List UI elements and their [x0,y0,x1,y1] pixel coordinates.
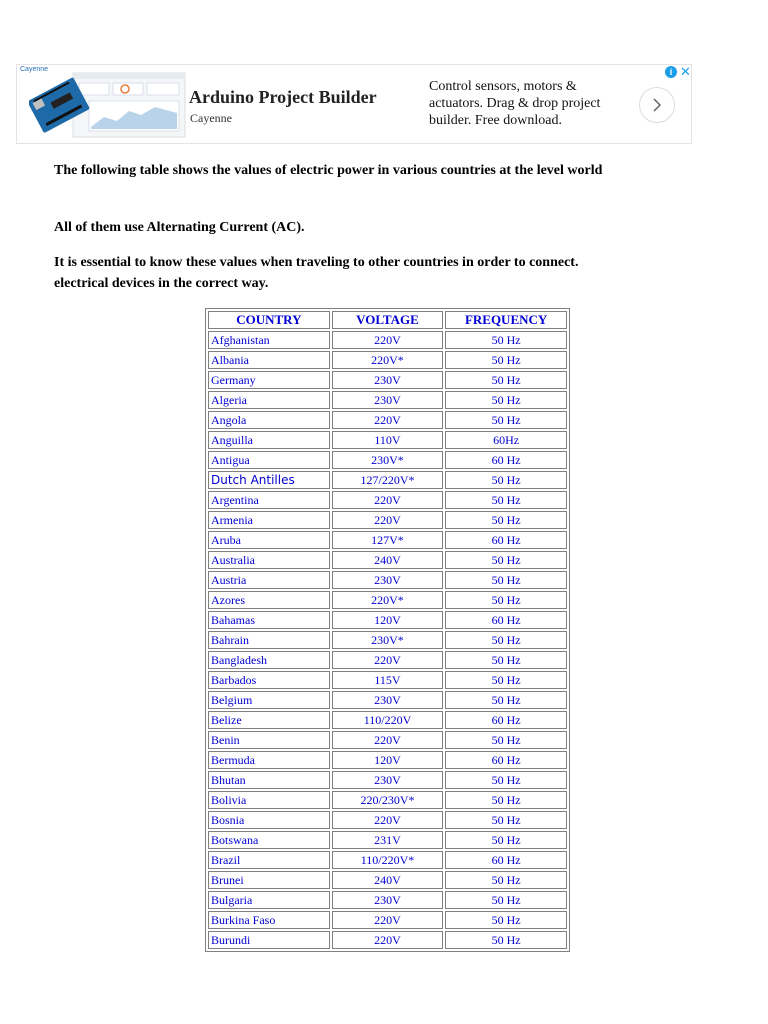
country-cell: Bermuda [208,751,330,769]
frequency-cell: 60 Hz [445,611,567,629]
frequency-cell: 50 Hz [445,671,567,689]
frequency-cell: 50 Hz [445,731,567,749]
voltage-cell: 220V [332,931,444,949]
country-cell: Brunei [208,871,330,889]
voltage-cell: 230V* [332,631,444,649]
table-row [208,491,567,509]
intro-paragraph: The following table shows the values of electric power in various countries at the level world [54,163,603,178]
voltage-cell: 220V [332,331,444,349]
table-row [208,911,567,929]
country-cell: Burkina Faso [208,911,330,929]
close-icon[interactable]: ✕ [680,64,691,79]
table-row [208,451,567,469]
country-cell: Anguilla [208,431,330,449]
country-cell: Bhutan [208,771,330,789]
frequency-cell: 60 Hz [445,711,567,729]
frequency-cell: 50 Hz [445,811,567,829]
header-voltage: VOLTAGE [332,311,444,329]
country-cell: Australia [208,551,330,569]
header-country: COUNTRY [208,311,330,329]
frequency-cell: 50 Hz [445,831,567,849]
voltage-cell: 230V [332,371,444,389]
frequency-cell: 60 Hz [445,851,567,869]
country-cell: Dutch Antilles [208,471,330,489]
ad-thumbnail-image[interactable] [29,71,187,139]
voltage-cell: 220V [332,911,444,929]
country-cell: Barbados [208,671,330,689]
table-row [208,631,567,649]
voltage-cell: 230V [332,891,444,909]
country-cell: Albania [208,351,330,369]
voltage-cell: 115V [332,671,444,689]
info-icon[interactable]: i [665,66,677,78]
country-cell: Bolivia [208,791,330,809]
country-cell: Armenia [208,511,330,529]
table-row [208,831,567,849]
frequency-cell: 50 Hz [445,371,567,389]
voltage-cell: 110/220V [332,711,444,729]
country-cell: Germany [208,371,330,389]
table-row [208,531,567,549]
frequency-cell: 50 Hz [445,651,567,669]
table-row [208,591,567,609]
voltage-cell: 220V* [332,591,444,609]
voltage-cell: 220V [332,411,444,429]
frequency-cell: 60 Hz [445,531,567,549]
table-row [208,411,567,429]
table-row [208,811,567,829]
table-row [208,691,567,709]
voltage-cell: 230V* [332,451,444,469]
voltage-cell: 120V [332,751,444,769]
header-frequency: FREQUENCY [445,311,567,329]
country-cell: Bahrain [208,631,330,649]
table-row [208,511,567,529]
country-cell: Botswana [208,831,330,849]
frequency-cell: 50 Hz [445,471,567,489]
ac-paragraph: All of them use Alternating Current (AC). [54,220,305,235]
country-cell: Brazil [208,851,330,869]
frequency-cell: 50 Hz [445,911,567,929]
table-row [208,471,567,489]
frequency-cell: 60 Hz [445,451,567,469]
country-cell: Bangladesh [208,651,330,669]
power-table [205,308,570,952]
country-cell: Benin [208,731,330,749]
voltage-cell: 220V [332,811,444,829]
voltage-cell: 240V [332,871,444,889]
table-row [208,731,567,749]
table-row [208,771,567,789]
power-table-container [205,308,570,953]
frequency-cell: 50 Hz [445,791,567,809]
table-row [208,431,567,449]
country-cell: Afghanistan [208,331,330,349]
country-cell: Belgium [208,691,330,709]
table-row [208,891,567,909]
table-row [208,791,567,809]
voltage-cell: 230V [332,691,444,709]
country-cell: Bosnia [208,811,330,829]
voltage-cell: 220V [332,491,444,509]
table-row [208,391,567,409]
table-row [208,331,567,349]
ad-description: Control sensors, motors & actuators. Drag & drop project builder. Free download. [429,79,601,128]
country-cell: Azores [208,591,330,609]
frequency-cell: 50 Hz [445,631,567,649]
voltage-cell: 127/220V* [332,471,444,489]
frequency-cell: 50 Hz [445,551,567,569]
voltage-cell: 120V [332,611,444,629]
voltage-cell: 127V* [332,531,444,549]
table-row [208,371,567,389]
frequency-cell: 50 Hz [445,571,567,589]
voltage-cell: 220V [332,511,444,529]
frequency-cell: 50 Hz [445,891,567,909]
country-cell: Algeria [208,391,330,409]
table-row [208,751,567,769]
frequency-cell: 50 Hz [445,331,567,349]
voltage-cell: 220V [332,731,444,749]
voltage-cell: 230V [332,571,444,589]
table-header-row [208,311,567,329]
country-cell: Bulgaria [208,891,330,909]
ad-brand-label: Cayenne [20,66,49,73]
frequency-cell: 50 Hz [445,511,567,529]
ad-advertiser: Cayenne [190,111,232,125]
table-row [208,551,567,569]
table-row [208,851,567,869]
table-row [208,651,567,669]
table-row [208,931,567,949]
voltage-cell: 230V [332,771,444,789]
frequency-cell: 50 Hz [445,691,567,709]
table-row [208,571,567,589]
frequency-cell: 50 Hz [445,391,567,409]
country-cell: Antigua [208,451,330,469]
chevron-right-icon[interactable] [639,87,675,123]
voltage-cell: 230V [332,391,444,409]
frequency-cell: 50 Hz [445,871,567,889]
voltage-cell: 231V [332,831,444,849]
country-cell: Angola [208,411,330,429]
country-cell: Aruba [208,531,330,549]
frequency-cell: 50 Hz [445,931,567,949]
voltage-cell: 240V [332,551,444,569]
frequency-cell: 60Hz [445,431,567,449]
frequency-cell: 50 Hz [445,351,567,369]
voltage-cell: 110V [332,431,444,449]
country-cell: Belize [208,711,330,729]
country-cell: Austria [208,571,330,589]
table-row [208,871,567,889]
voltage-cell: 220V* [332,351,444,369]
ad-title[interactable]: Arduino Project Builder [189,87,377,107]
frequency-cell: 50 Hz [445,591,567,609]
voltage-cell: 110/220V* [332,851,444,869]
frequency-cell: 50 Hz [445,771,567,789]
ad-banner[interactable] [16,64,692,144]
country-cell: Burundi [208,931,330,949]
frequency-cell: 60 Hz [445,751,567,769]
voltage-cell: 220/230V* [332,791,444,809]
country-cell: Argentina [208,491,330,509]
voltage-cell: 220V [332,651,444,669]
frequency-cell: 50 Hz [445,491,567,509]
table-row [208,671,567,689]
country-cell: Bahamas [208,611,330,629]
table-row [208,711,567,729]
frequency-cell: 50 Hz [445,411,567,429]
table-row [208,611,567,629]
travel-paragraph: It is essential to know these values when traveling to other countries in order to connect. electrical devices in the correct way. [54,255,579,291]
table-row [208,351,567,369]
